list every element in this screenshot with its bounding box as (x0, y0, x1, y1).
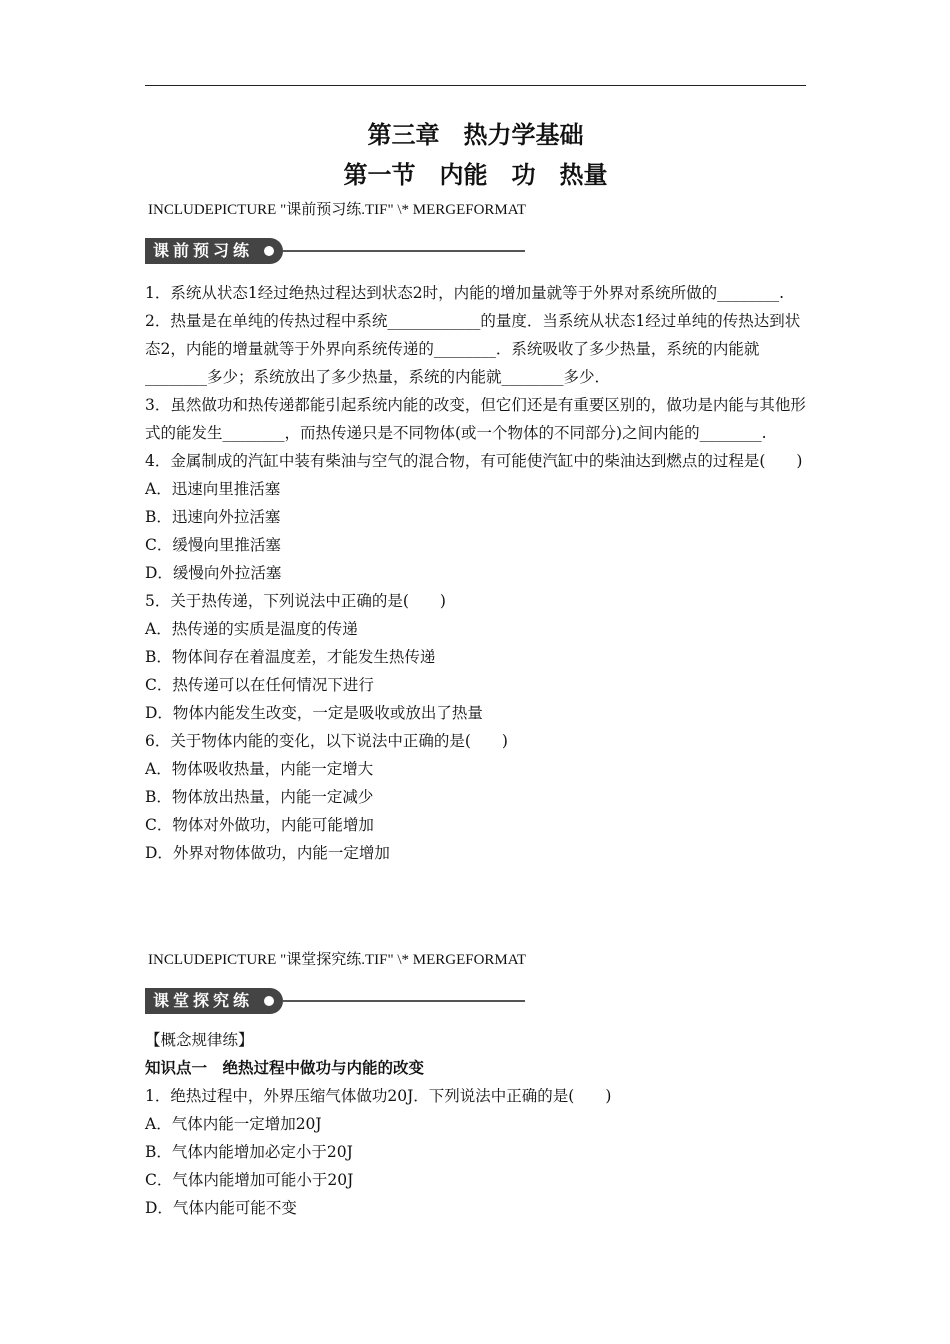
preview-banner-label: 课前预习练 (145, 238, 283, 264)
preview-item: B．物体放出热量，内能一定减少 (145, 788, 374, 806)
banner-dot-icon (264, 996, 274, 1006)
class-item: 1．绝热过程中，外界压缩气体做功20J．下列说法中正确的是( ) (145, 1087, 612, 1105)
preview-item: A．热传递的实质是温度的传递 (145, 620, 358, 638)
banner-rule (283, 250, 525, 252)
preview-item: C．物体对外做功，内能可能增加 (145, 816, 374, 834)
preview-item: 5．关于热传递，下列说法中正确的是( ) (145, 592, 446, 610)
include-picture-field-2: INCLUDEPICTURE "课堂探究练.TIF" \* MERGEFORMAT (148, 952, 527, 968)
preview-banner (145, 238, 525, 264)
header-rule (145, 85, 806, 86)
preview-item: A．物体吸收热量，内能一定增大 (145, 760, 374, 778)
section-title: 第一节 内能 功 热量 (343, 161, 608, 189)
class-banner-label: 课堂探究练 (145, 988, 283, 1014)
preview-item: 1．系统从状态1经过绝热过程达到状态2时，内能的增加量就等于外界对系统所做的________. (145, 284, 785, 302)
preview-item: B．物体间存在着温度差，才能发生热传递 (145, 648, 436, 666)
chapter-title: 第三章 热力学基础 (367, 121, 584, 149)
class-item: D．气体内能可能不变 (145, 1199, 297, 1217)
class-exercises (145, 1026, 807, 1222)
preview-item: B．迅速向外拉活塞 (145, 508, 281, 526)
class-banner (145, 988, 525, 1014)
preview-item: A．迅速向里推活塞 (145, 480, 281, 498)
preview-item: C．缓慢向里推活塞 (145, 536, 281, 554)
class-item: A．气体内能一定增加20J (145, 1115, 322, 1133)
preview-item: D．缓慢向外拉活塞 (145, 564, 282, 582)
concept-heading: 【概念规律练】 (145, 1031, 254, 1049)
preview-item: C．热传递可以在任何情况下进行 (145, 676, 374, 694)
preview-item: 6．关于物体内能的变化，以下说法中正确的是( ) (145, 732, 508, 750)
preview-exercises (145, 279, 807, 867)
preview-item: 2．热量是在单纯的传热过程中系统____________的量度．当系统从状态1经过单纯的传热达到状态2，内能的增量就等于外界向系统传递的________．系统吸收了多少热量，系统的内能就________多少；系统放出了多少热量，系统的内能就________多少． (145, 312, 801, 386)
preview-item: D．外界对物体做功，内能一定增加 (145, 844, 390, 862)
class-item: C．气体内能增加可能小于20J (145, 1171, 354, 1189)
preview-item: 3．虽然做功和热传递都能引起系统内能的改变，但它们还是有重要区别的，做功是内能与其他形式的能发生________，而热传递只是不同物体(或一个物体的不同部分)之间内能的________. (145, 396, 806, 442)
preview-item: 4．金属制成的汽缸中装有柴油与空气的混合物，有可能使汽缸中的柴油达到燃点的过程是( ) (145, 452, 803, 470)
banner-rule (283, 1000, 525, 1002)
banner-dot-icon (264, 246, 274, 256)
preview-item: D．物体内能发生改变，一定是吸收或放出了热量 (145, 704, 483, 722)
include-picture-field-1: INCLUDEPICTURE "课前预习练.TIF" \* MERGEFORMAT (148, 202, 527, 218)
class-item: B．气体内能增加必定小于20J (145, 1143, 353, 1161)
knowledge-point-heading: 知识点一 绝热过程中做功与内能的改变 (145, 1059, 425, 1077)
